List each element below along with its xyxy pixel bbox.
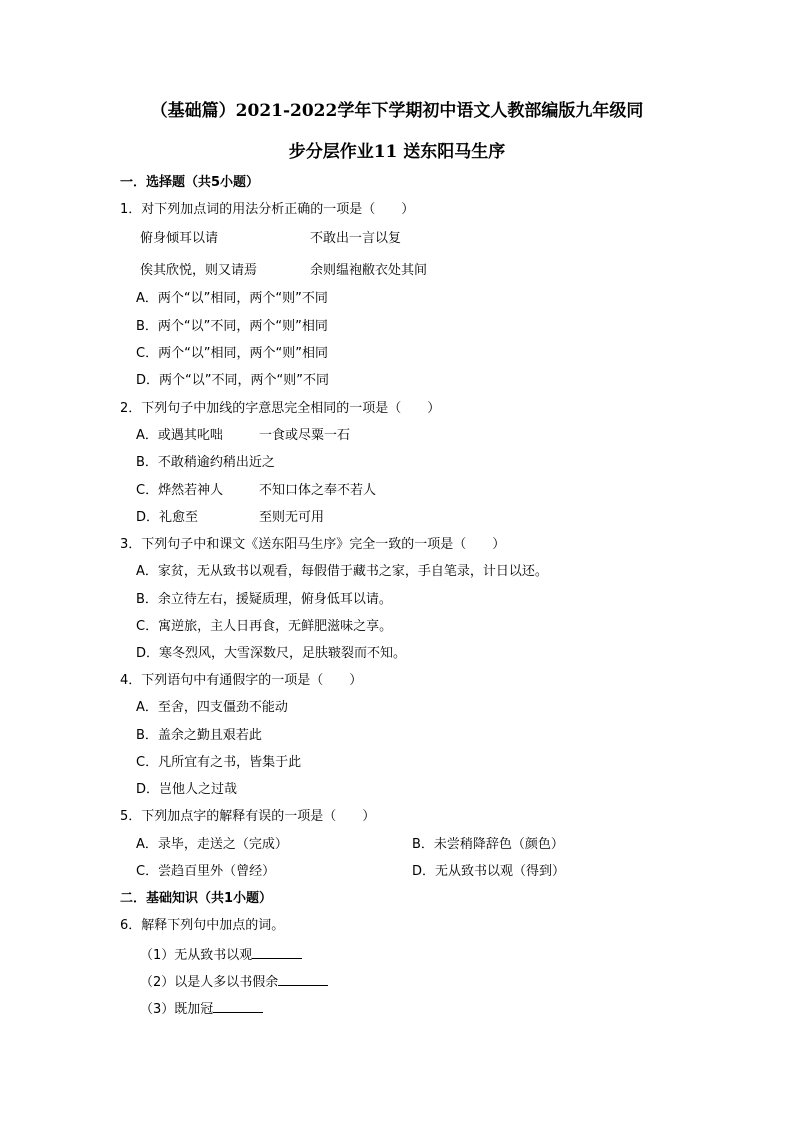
- document-title-line-2: 步分层作业11 送东阳马生序: [288, 142, 506, 162]
- section-heading-basic-knowledge: 二．基础知识（共1小题）: [120, 891, 273, 906]
- answer-blank-3[interactable]: [213, 999, 263, 1013]
- question-1-stem: 1．对下列加点词的用法分析正确的一项是（ ）: [120, 202, 415, 217]
- question-6-item-2-text: （2）以是人多以书假余: [140, 975, 279, 990]
- question-5-option-d[interactable]: D．无从致书以观（得到）: [412, 864, 566, 879]
- question-5-stem: 5．下列加点字的解释有误的一项是（ ）: [120, 809, 376, 824]
- question-1-option-a[interactable]: A．两个“以”相同，两个“则”不同: [136, 291, 328, 306]
- question-2-option-a-second: 一食或尽粟一石: [259, 428, 351, 443]
- question-3-option-c[interactable]: C．寓逆旅，主人日再食，无鲜肥滋味之享。: [136, 619, 393, 634]
- question-6-item-3-text: （3）既加冠: [140, 1002, 214, 1017]
- question-4-option-c[interactable]: C．凡所宜有之书，皆集于此: [136, 755, 302, 770]
- question-1-option-b[interactable]: B．两个“以”不同，两个“则”相同: [136, 319, 328, 334]
- question-4-option-d[interactable]: D．岂他人之过哉: [136, 782, 238, 797]
- question-2-option-c[interactable]: C．烨然若神人: [136, 483, 224, 498]
- section-heading-multiple-choice: 一．选择题（共5小题）: [120, 175, 260, 190]
- question-5-option-b[interactable]: B．未尝稍降辞色（颜色）: [412, 837, 564, 852]
- question-2-option-a[interactable]: A．或遇其叱咄: [136, 428, 223, 443]
- question-6-item-3: [140, 999, 263, 1019]
- question-1-example-1b: 不敢出一言以复: [310, 231, 402, 246]
- question-5-option-c[interactable]: C．尝趋百里外（曾经）: [136, 864, 276, 879]
- question-5-option-a[interactable]: A．录毕，走送之（完成）: [136, 837, 288, 852]
- question-2-option-d[interactable]: D．礼愈至: [136, 510, 199, 525]
- answer-blank-2[interactable]: [278, 972, 328, 986]
- question-6-item-1: [140, 945, 302, 965]
- question-1-option-d[interactable]: D．两个“以”不同，两个“则”不同: [136, 373, 329, 388]
- question-3-option-b[interactable]: B．余立待左右，援疑质理，俯身低耳以请。: [136, 592, 392, 607]
- question-2-option-c-second: 不知口体之奉不若人: [259, 483, 377, 498]
- question-6-item-2: [140, 972, 328, 992]
- question-3-option-d[interactable]: D．寒冬烈风，大雪深数尺，足肤皲裂而不知。: [136, 646, 407, 661]
- question-2-stem: 2．下列句子中加线的字意思完全相同的一项是（ ）: [120, 401, 441, 416]
- question-6-stem: 6．解释下列句中加点的词。: [120, 918, 285, 933]
- question-6-item-1-text: （1）无从致书以观: [140, 948, 253, 963]
- document-title-line-1: （基础篇）2021-2022学年下学期初中语文人教部编版九年级同: [150, 101, 644, 121]
- question-1-option-c[interactable]: C．两个“以”相同，两个“则”相同: [136, 346, 329, 361]
- question-4-option-b[interactable]: B．盖余之勤且艰若此: [136, 728, 262, 743]
- question-2-option-d-second: 至则无可用: [259, 510, 325, 525]
- question-1-example-1a: 俯身倾耳以请: [140, 231, 219, 246]
- question-1-example-2a: 俟其欣悦，则又请焉: [140, 263, 258, 278]
- question-3-option-a[interactable]: A．家贫，无从致书以观看，每假借于藏书之家，手自笔录，计日以还。: [136, 564, 548, 579]
- question-4-option-a[interactable]: A．至舍，四支僵劲不能动: [136, 700, 288, 715]
- question-3-stem: 3．下列句子中和课文《送东阳马生序》完全一致的一项是（ ）: [120, 537, 506, 552]
- question-1-example-2b: 余则缊袍敝衣处其间: [310, 263, 428, 278]
- answer-blank-1[interactable]: [252, 945, 302, 959]
- question-4-stem: 4．下列语句中有通假字的一项是（ ）: [120, 673, 363, 688]
- question-2-option-b[interactable]: B．不敢稍逾约稍出近之: [136, 455, 275, 470]
